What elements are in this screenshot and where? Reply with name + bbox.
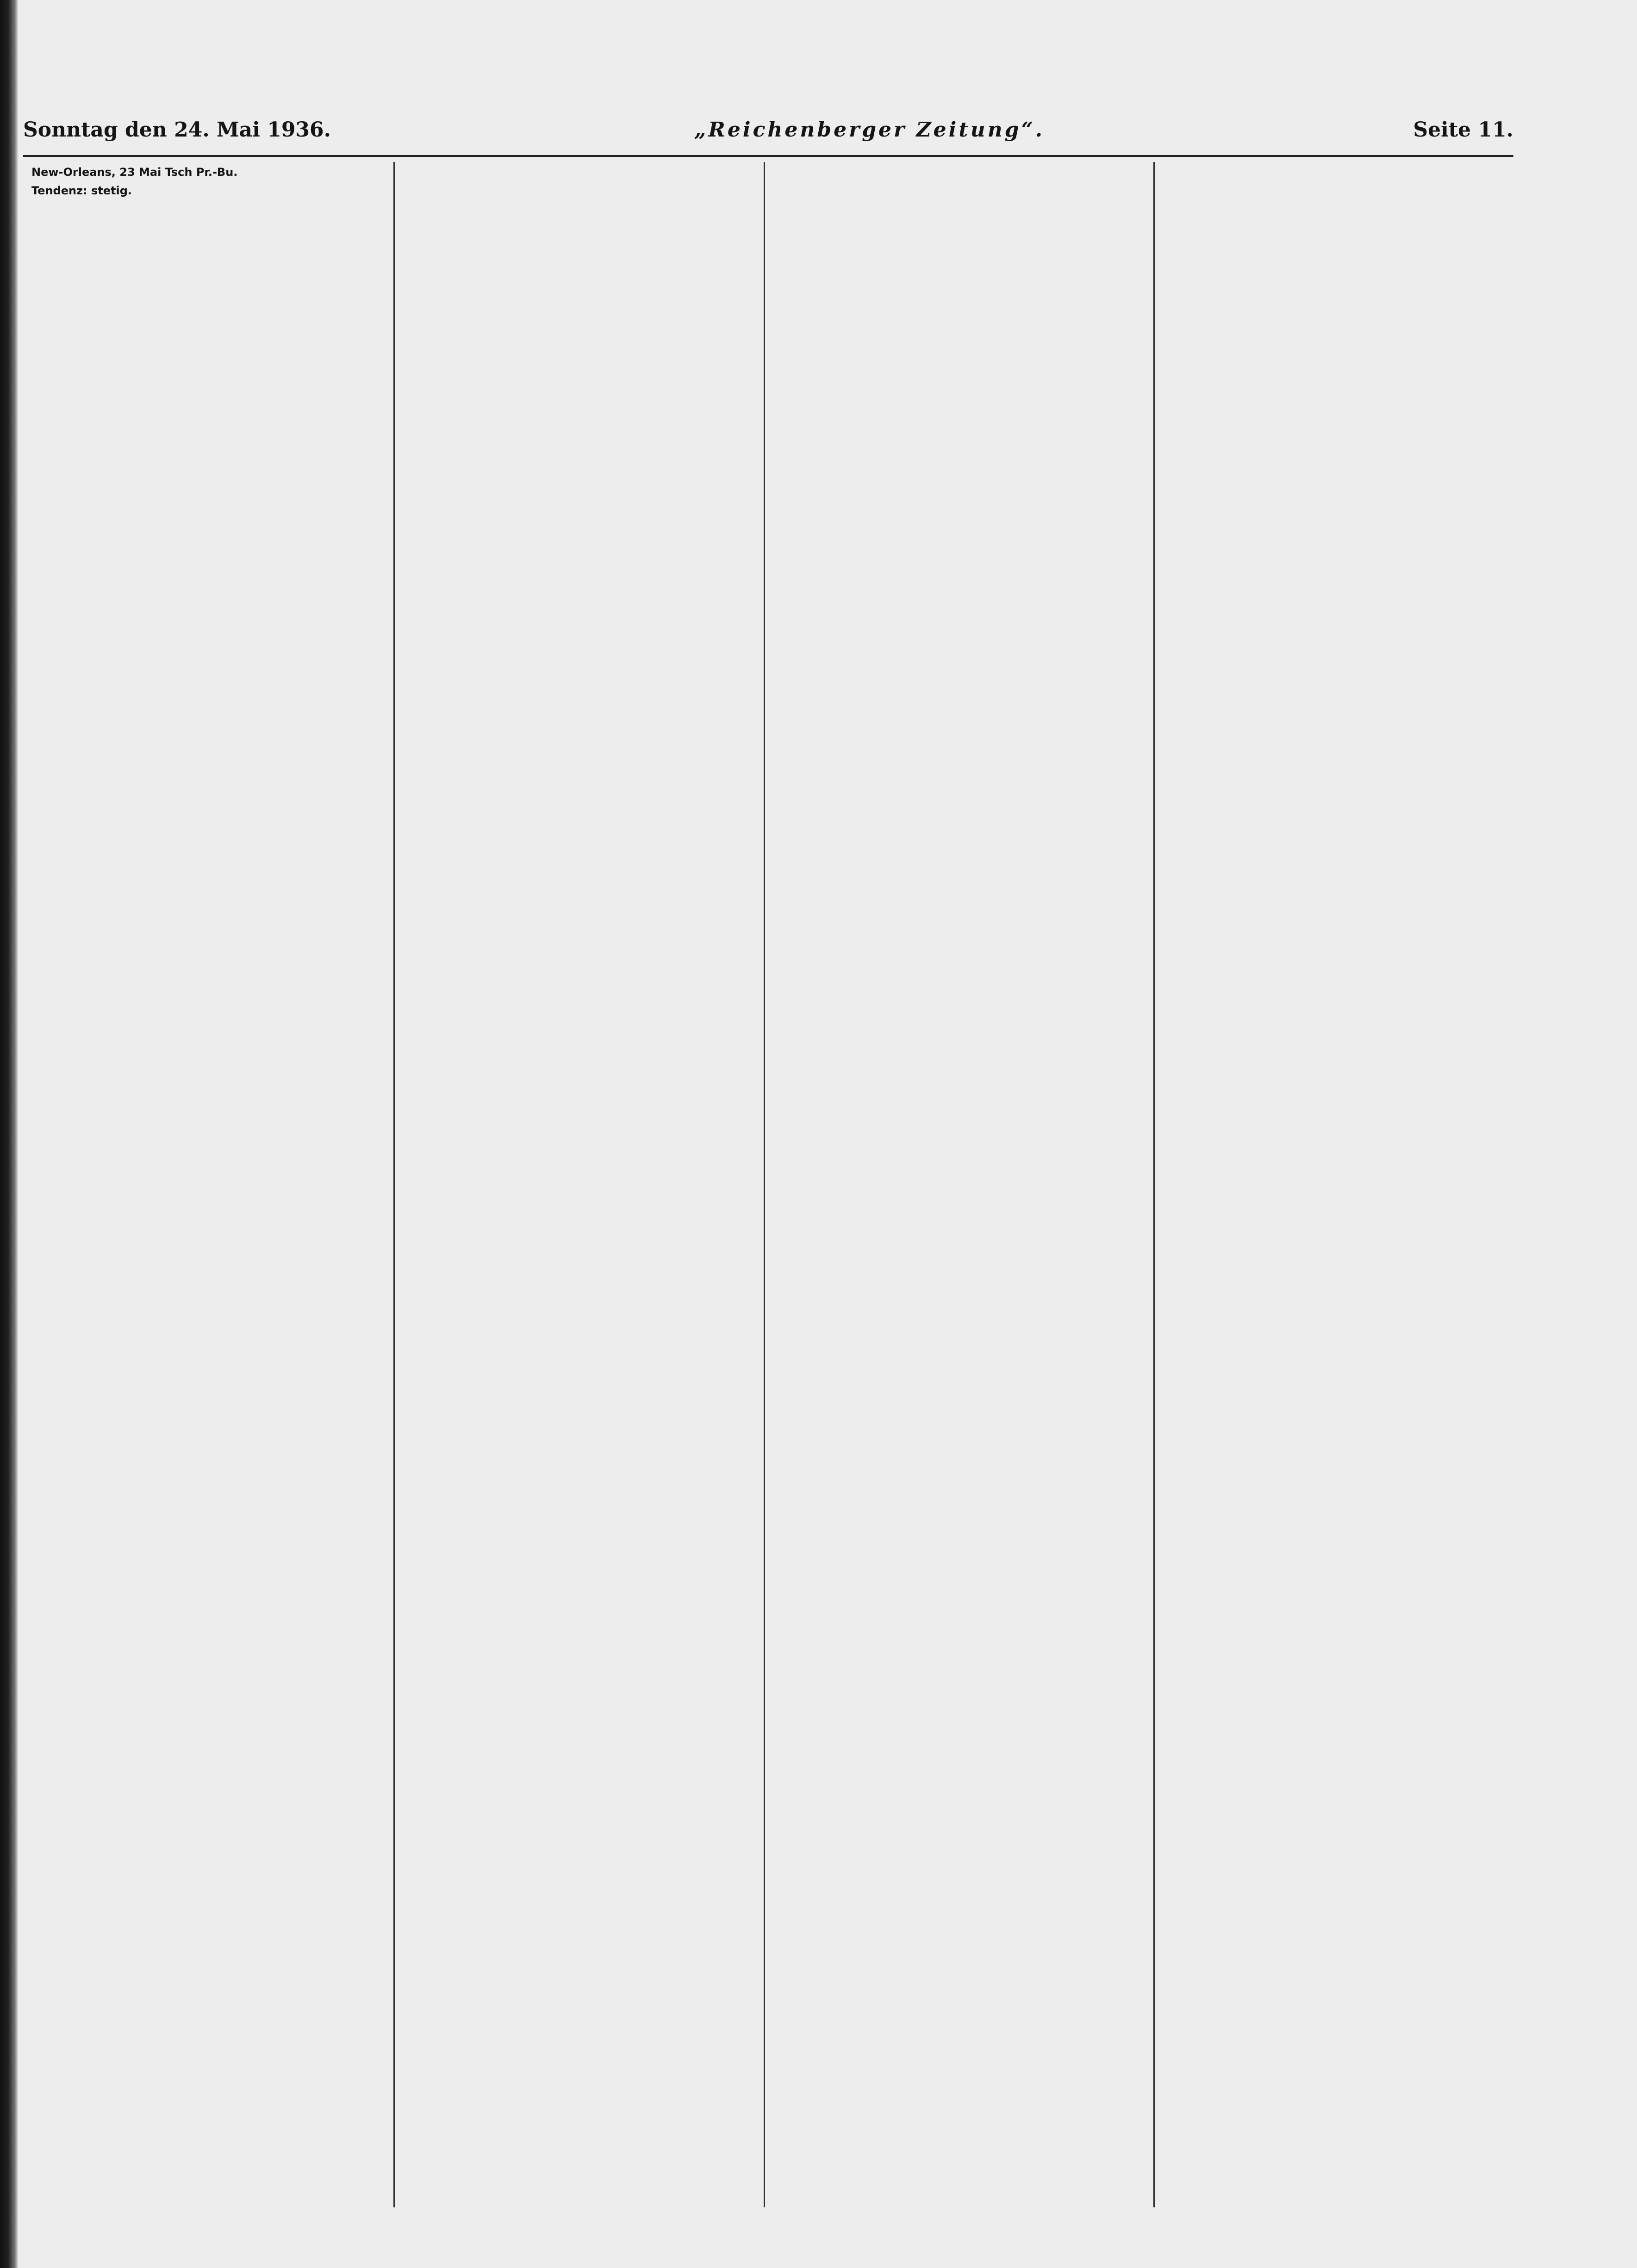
column-divider [764,162,765,2207]
page-header [23,118,1513,155]
neworleans-tendency: Tendenz: stetig. [31,184,132,197]
column-3 [767,162,1152,2207]
column-divider [1153,162,1155,2207]
header-date: Sonntag den 24. Mai 1936. [23,118,331,142]
column-divider [393,162,395,2207]
header-page-number: Seite 11. [1413,118,1513,142]
header-rule [23,155,1513,157]
page-binding-edge [0,0,19,2268]
neworleans-heading: New-Orleans, 23 Mai Tsch Pr.-Bu. [31,166,238,179]
header-newspaper-title: „Reichenberger Zeitung“. [694,118,1045,142]
column-2 [397,162,763,2207]
column-1 [28,162,393,2207]
column-4 [1157,162,1523,2207]
